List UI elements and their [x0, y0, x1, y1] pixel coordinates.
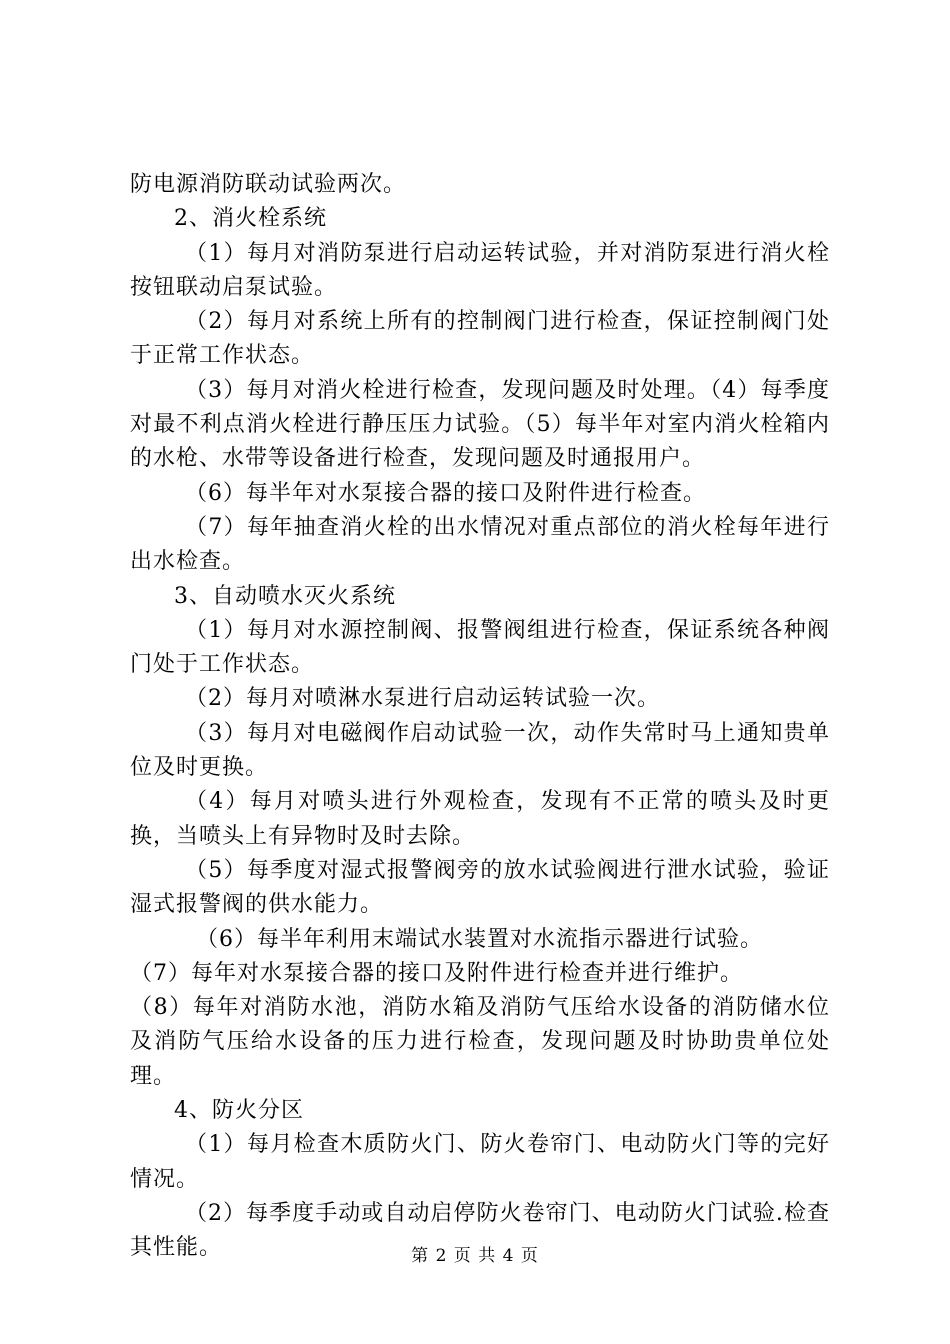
paragraph-sprinkler-item-1: （1）每月对水源控制阀、报警阀组进行检查，保证系统各种阀门处于工作状态。	[130, 617, 830, 678]
paragraph-fire-compartment-item-2: （2）每季度手动或自动启停防火卷帘门、电动防火门试验.检查其性能。	[130, 1200, 830, 1261]
paragraph-hydrant-item-1: （1）每月对消防泵进行启动运转试验，并对消防泵进行消火栓按钮联动启泵试验。	[130, 240, 830, 300]
page-footer	[0, 1244, 950, 1268]
paragraph-fire-compartment-item-1: （1）每月检查木质防火门、防火卷帘门、电动防火门等的完好情况。	[130, 1132, 830, 1192]
paragraph-sprinkler-item-8: （8）每年对消防水池，消防水箱及消防气压给水设备的消防储水位及消防气压给水设备的压力进行检查，发现问题及时协助贵单位处理。	[130, 995, 830, 1089]
paragraph-continuation: 防电源消防联动试验两次。	[130, 172, 407, 197]
paragraph-sprinkler-item-3: （3）每月对电磁阀作启动试验一次，动作失常时马上通知贵单位及时更换。	[130, 720, 830, 781]
paragraph-sprinkler-item-2: （2）每月对喷淋水泵进行启动运转试验一次。	[185, 686, 660, 712]
paragraph-sprinkler-item-5: （5）每季度对湿式报警阀旁的放水试验阀进行泄水试验，验证湿式报警阀的供水能力。	[130, 857, 830, 918]
paragraph-hydrant-item-3-5: （3）每月对消火栓进行检查，发现问题及时处理。（4）每季度对最不利点消火栓进行静压压力试验。（5）每半年对室内消火栓箱内的水枪、水带等设备进行检查，发现问题及时通报用户。	[130, 377, 830, 472]
section-heading-sprinkler-system: 3、自动喷水灭火系统	[174, 583, 396, 609]
paragraph-sprinkler-item-6: （6）每半年利用末端试水装置对水流指示器进行试验。	[196, 926, 763, 952]
document-body	[130, 168, 830, 1266]
paragraph-hydrant-item-6: （6）每半年对水泵接合器的接口及附件进行检查。	[185, 480, 706, 506]
section-heading-fire-compartment: 4、防火分区	[174, 1098, 304, 1124]
page-number-label: 第 2 页 共 4 页	[411, 1246, 539, 1266]
paragraph-sprinkler-item-7: （7）每年对水泵接合器的接口及附件进行检查并进行维护。	[130, 960, 743, 986]
section-heading-hydrant-system: 2、消火栓系统	[174, 206, 327, 232]
paragraph-hydrant-item-7: （7）每年抽查消火栓的出水情况对重点部位的消火栓每年进行出水检查。	[130, 514, 830, 575]
paragraph-sprinkler-item-4: （4）每月对喷头进行外观检查，发现有不正常的喷头及时更换，当喷头上有异物时及时去除。	[130, 789, 830, 849]
paragraph-hydrant-item-2: （2）每月对系统上所有的控制阀门进行检查，保证控制阀门处于正常工作状态。	[130, 309, 830, 369]
